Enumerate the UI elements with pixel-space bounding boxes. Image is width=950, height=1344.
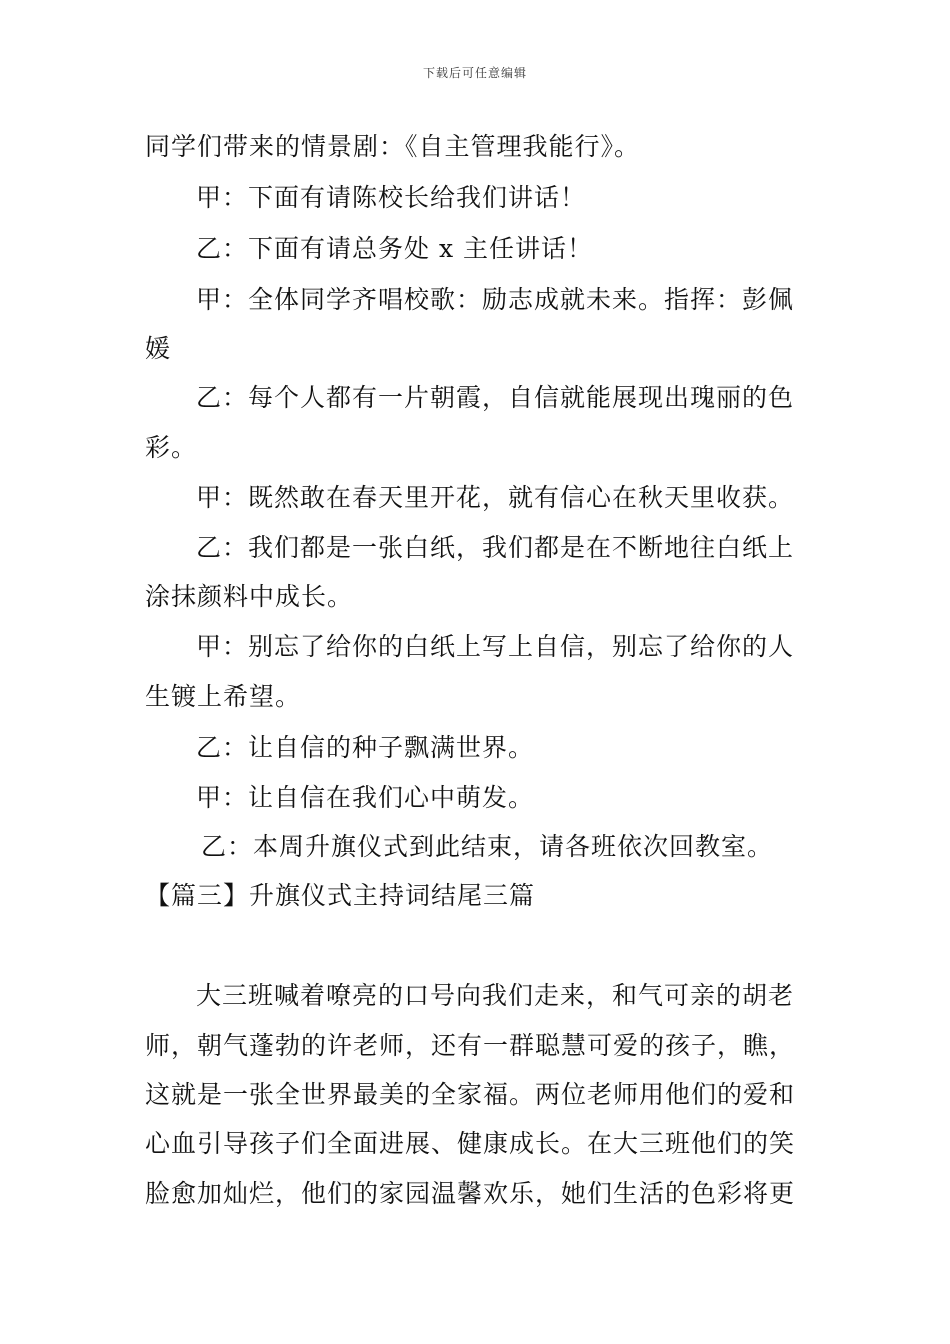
dialogue-line: 乙：让自信的种子飘满世界。 [196, 733, 535, 762]
paragraph-line: 这就是一张全世界最美的全家福。两位老师用他们的爱和 [145, 1080, 796, 1109]
dialogue-line: 乙：每个人都有一片朝霞，自信就能展现出瑰丽的色 [196, 383, 795, 412]
dialogue-line: 乙：下面有请总务处 x 主任讲话！ [196, 234, 593, 263]
paragraph-line: 大三班喊着嘹亮的口号向我们走来，和气可亲的胡老 [196, 981, 795, 1010]
dialogue-line: 甲：让自信在我们心中萌发。 [196, 783, 535, 812]
paragraph-line: 心血引导孩子们全面进展、健康成长。在大三班他们的笑 [145, 1129, 796, 1158]
paragraph-line: 脸愈加灿烂，他们的家园温馨欢乐，她们生活的色彩将更 [145, 1179, 796, 1208]
paragraph-line: 师，朝气蓬勃的许老师，还有一群聪慧可爱的孩子，瞧， [145, 1031, 796, 1060]
body-line: 彩。 [145, 433, 198, 462]
dialogue-line: 乙：本周升旗仪式到此结束，请各班依次回教室。 [201, 832, 774, 861]
dialogue-line: 甲：别忘了给你的白纸上写上自信，别忘了给你的人 [196, 632, 795, 661]
header-note: 下载后可任意编辑 [422, 66, 527, 80]
section-heading: 【篇三】升旗仪式主持词结尾三篇 [145, 881, 536, 910]
dialogue-line: 甲：既然敢在春天里开花，就有信心在秋天里收获。 [196, 483, 795, 512]
body-line: 同学们带来的情景剧：《自主管理我能行》。 [145, 132, 641, 161]
dialogue-line: 甲：下面有请陈校长给我们讲话！ [196, 183, 587, 212]
dialogue-line: 甲：全体同学齐唱校歌：励志成就未来。指挥：彭佩 [196, 285, 795, 314]
body-line: 涂抹颜料中成长。 [145, 582, 354, 611]
dialogue-line: 乙：我们都是一张白纸，我们都是在不断地往白纸上 [196, 533, 795, 562]
body-line: 媛 [145, 334, 172, 363]
body-line: 生镀上希望。 [145, 682, 302, 711]
